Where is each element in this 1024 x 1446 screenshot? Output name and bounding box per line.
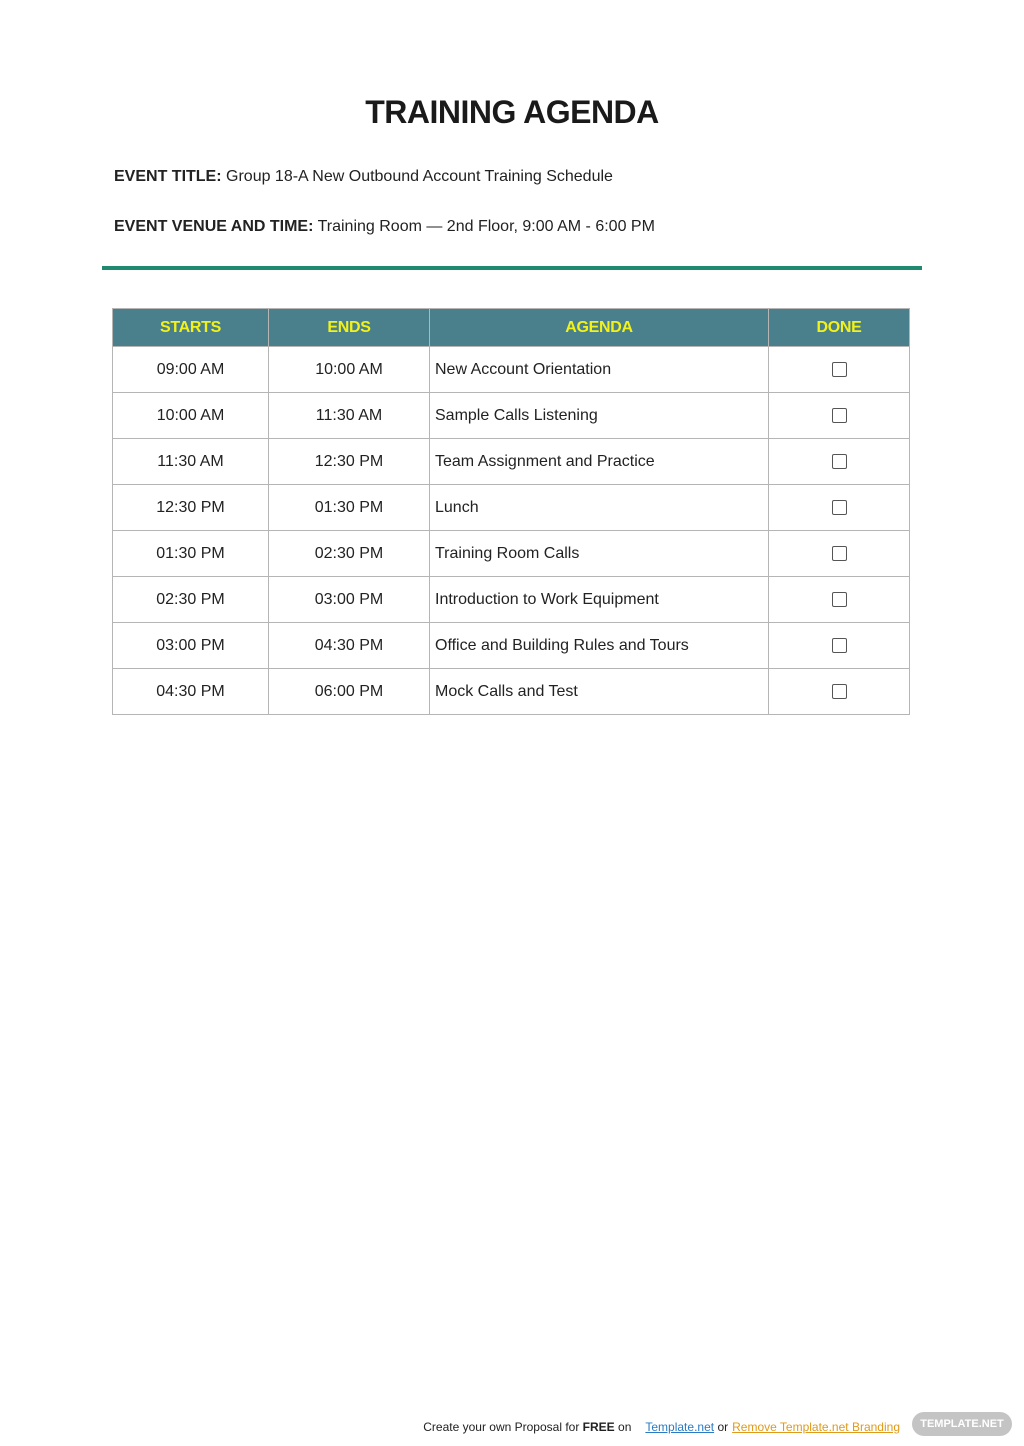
start-time: 11:30 AM [113, 439, 269, 485]
template-link[interactable]: Template.net [645, 1420, 715, 1434]
done-checkbox[interactable] [832, 684, 847, 699]
footer-text: Create your own Proposal for [423, 1420, 583, 1434]
done-cell [769, 393, 910, 439]
remove-branding-link[interactable]: Remove Template.net Branding [732, 1420, 900, 1434]
event-venue-value: Training Room — 2nd Floor, 9:00 AM - 6:00 PM [317, 218, 655, 235]
event-title [114, 168, 613, 186]
event-venue-label: EVENT VENUE AND TIME: [114, 218, 314, 235]
footer [423, 1420, 900, 1434]
footer-on: on [614, 1420, 632, 1434]
event-venue [114, 218, 655, 236]
table-row [113, 577, 910, 623]
done-cell [769, 623, 910, 669]
start-time: 12:30 PM [113, 485, 269, 531]
end-time: 11:30 AM [269, 393, 430, 439]
start-time: 10:00 AM [113, 393, 269, 439]
event-title-value: Group 18-A New Outbound Account Training Schedule [226, 168, 613, 185]
start-time: 01:30 PM [113, 531, 269, 577]
agenda-item: Training Room Calls [430, 531, 769, 577]
table-header-row [113, 309, 910, 347]
divider [102, 266, 922, 270]
agenda-item: Sample Calls Listening [430, 393, 769, 439]
end-time: 01:30 PM [269, 485, 430, 531]
agenda-item: New Account Orientation [430, 347, 769, 393]
start-time: 02:30 PM [113, 577, 269, 623]
done-cell [769, 669, 910, 715]
end-time: 04:30 PM [269, 623, 430, 669]
agenda-item: Introduction to Work Equipment [430, 577, 769, 623]
done-checkbox[interactable] [832, 592, 847, 607]
table-row [113, 669, 910, 715]
agenda-item: Office and Building Rules and Tours [430, 623, 769, 669]
done-cell [769, 347, 910, 393]
end-time: 06:00 PM [269, 669, 430, 715]
agenda-item: Team Assignment and Practice [430, 439, 769, 485]
done-cell [769, 577, 910, 623]
table-row [113, 347, 910, 393]
page-title: TRAINING AGENDA [365, 94, 659, 130]
start-time: 03:00 PM [113, 623, 269, 669]
agenda-item: Lunch [430, 485, 769, 531]
event-title-label: EVENT TITLE: [114, 168, 222, 185]
header-starts: STARTS [113, 309, 269, 347]
end-time: 03:00 PM [269, 577, 430, 623]
start-time: 09:00 AM [113, 347, 269, 393]
end-time: 02:30 PM [269, 531, 430, 577]
done-checkbox[interactable] [832, 408, 847, 423]
done-cell [769, 485, 910, 531]
header-agenda: AGENDA [430, 309, 769, 347]
table-row [113, 623, 910, 669]
footer-free: FREE [582, 1420, 615, 1434]
done-checkbox[interactable] [832, 500, 847, 515]
done-checkbox[interactable] [832, 546, 847, 561]
end-time: 10:00 AM [269, 347, 430, 393]
done-checkbox[interactable] [832, 638, 847, 653]
agenda-item: Mock Calls and Test [430, 669, 769, 715]
start-time: 04:30 PM [113, 669, 269, 715]
done-checkbox[interactable] [832, 454, 847, 469]
end-time: 12:30 PM [269, 439, 430, 485]
done-cell [769, 439, 910, 485]
table-row [113, 485, 910, 531]
done-cell [769, 531, 910, 577]
table-row [113, 531, 910, 577]
table-row [113, 393, 910, 439]
footer-or: or [717, 1420, 729, 1434]
header-done: DONE [769, 309, 910, 347]
header-ends: ENDS [269, 309, 430, 347]
table-row [113, 439, 910, 485]
template-logo-badge: TEMPLATE.NET [912, 1412, 1012, 1436]
done-checkbox[interactable] [832, 362, 847, 377]
agenda-table [112, 308, 910, 715]
